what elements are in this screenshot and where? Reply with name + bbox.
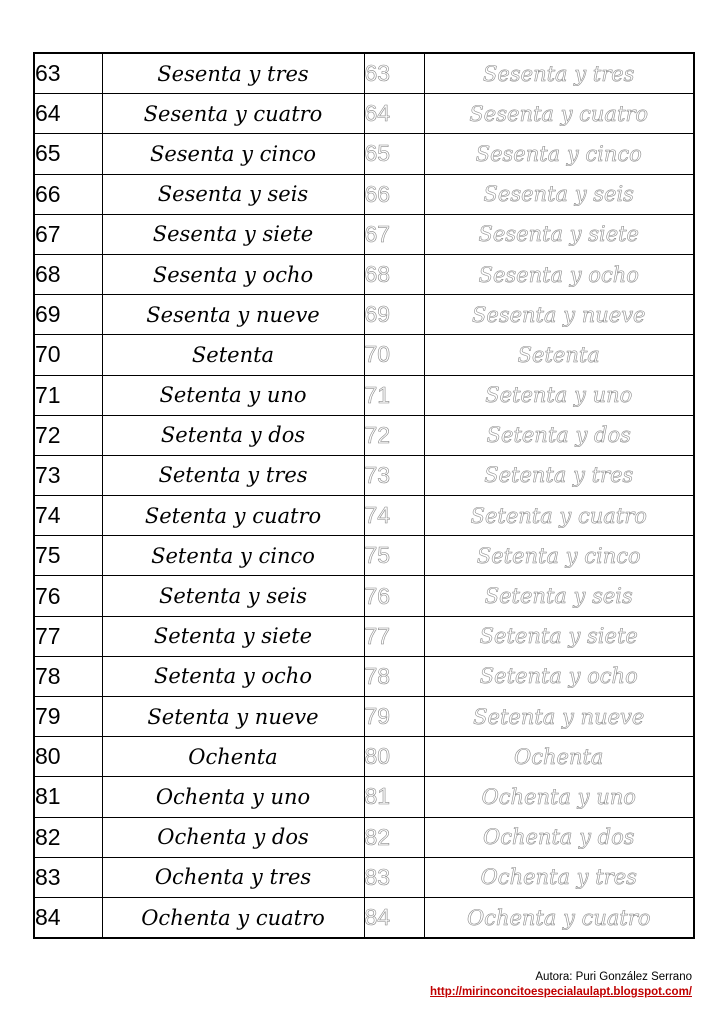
trace-number-cell: 63 [364,53,424,94]
author-credit: Autora: Puri González Serrano [535,971,692,983]
trace-word-cell: Sesenta y ocho [424,254,694,294]
trace-number-cell: 73 [364,455,424,495]
trace-number-cell: 65 [364,134,424,174]
trace-word-cell: Sesenta y siete [424,214,694,254]
trace-number-cell: 64 [364,94,424,134]
trace-word-cell: Sesenta y tres [424,53,694,94]
number-cell: 71 [34,375,102,415]
word-cell: Setenta y seis [102,576,364,616]
number-cell: 74 [34,496,102,536]
trace-word-cell: Setenta y nueve [424,697,694,737]
trace-number-cell: 66 [364,174,424,214]
table-row [34,134,694,174]
word-cell: Ochenta y cuatro [102,897,364,938]
trace-word-cell: Setenta y tres [424,455,694,495]
trace-word-cell: Setenta y siete [424,616,694,656]
trace-word-cell: Ochenta y dos [424,817,694,857]
table-row [34,455,694,495]
trace-number-cell: 81 [364,777,424,817]
number-cell: 78 [34,656,102,696]
word-cell: Setenta y cinco [102,536,364,576]
word-cell: Ochenta y tres [102,857,364,897]
trace-word-cell: Setenta y dos [424,415,694,455]
number-cell: 66 [34,174,102,214]
table-row [34,857,694,897]
table-row [34,174,694,214]
number-cell: 72 [34,415,102,455]
word-cell: Sesenta y cinco [102,134,364,174]
number-cell: 69 [34,295,102,335]
trace-word-cell: Setenta [424,335,694,375]
word-cell: Ochenta [102,737,364,777]
trace-word-cell: Setenta y cuatro [424,496,694,536]
blog-link[interactable]: http://mirinconcitoespecialaulapt.blogspot.com/ [430,986,692,998]
trace-word-cell: Setenta y uno [424,375,694,415]
trace-word-cell: Setenta y cinco [424,536,694,576]
table-row [34,214,694,254]
trace-word-cell: Sesenta y seis [424,174,694,214]
number-cell: 67 [34,214,102,254]
word-cell: Sesenta y nueve [102,295,364,335]
trace-number-cell: 83 [364,857,424,897]
table-body [34,53,694,938]
trace-number-cell: 71 [364,375,424,415]
number-cell: 84 [34,897,102,938]
word-cell: Sesenta y seis [102,174,364,214]
table-row [34,817,694,857]
trace-number-cell: 76 [364,576,424,616]
number-words-table [33,52,695,939]
number-cell: 79 [34,697,102,737]
trace-number-cell: 68 [364,254,424,294]
table-row [34,697,694,737]
number-cell: 82 [34,817,102,857]
table-row [34,496,694,536]
trace-word-cell: Sesenta y cuatro [424,94,694,134]
word-cell: Setenta y dos [102,415,364,455]
word-cell: Sesenta y siete [102,214,364,254]
table-row [34,897,694,938]
word-cell: Ochenta y uno [102,777,364,817]
table-row [34,777,694,817]
trace-word-cell: Sesenta y cinco [424,134,694,174]
trace-number-cell: 67 [364,214,424,254]
trace-word-cell: Ochenta y cuatro [424,897,694,938]
table-row [34,536,694,576]
word-cell: Sesenta y cuatro [102,94,364,134]
trace-number-cell: 82 [364,817,424,857]
trace-number-cell: 78 [364,656,424,696]
number-cell: 77 [34,616,102,656]
table-row [34,415,694,455]
trace-number-cell: 80 [364,737,424,777]
trace-word-cell: Sesenta y nueve [424,295,694,335]
word-cell: Setenta y ocho [102,656,364,696]
word-cell: Setenta y siete [102,616,364,656]
table-row [34,616,694,656]
trace-word-cell: Ochenta y uno [424,777,694,817]
table-row [34,254,694,294]
number-cell: 63 [34,53,102,94]
number-cell: 80 [34,737,102,777]
trace-number-cell: 84 [364,897,424,938]
trace-number-cell: 77 [364,616,424,656]
word-cell: Setenta [102,335,364,375]
word-cell: Setenta y cuatro [102,496,364,536]
number-cell: 73 [34,455,102,495]
word-cell: Sesenta y tres [102,53,364,94]
word-cell: Ochenta y dos [102,817,364,857]
number-cell: 83 [34,857,102,897]
word-cell: Setenta y uno [102,375,364,415]
word-cell: Sesenta y ocho [102,254,364,294]
trace-number-cell: 75 [364,536,424,576]
trace-number-cell: 79 [364,697,424,737]
trace-word-cell: Ochenta y tres [424,857,694,897]
table-row [34,656,694,696]
trace-number-cell: 69 [364,295,424,335]
number-cell: 76 [34,576,102,616]
word-cell: Setenta y tres [102,455,364,495]
trace-number-cell: 70 [364,335,424,375]
number-cell: 64 [34,94,102,134]
trace-word-cell: Ochenta [424,737,694,777]
table-row [34,94,694,134]
number-cell: 70 [34,335,102,375]
trace-word-cell: Setenta y ocho [424,656,694,696]
trace-number-cell: 72 [364,415,424,455]
number-cell: 65 [34,134,102,174]
table-row [34,335,694,375]
table-row [34,737,694,777]
table-row [34,295,694,335]
trace-number-cell: 74 [364,496,424,536]
word-cell: Setenta y nueve [102,697,364,737]
table-row [34,375,694,415]
table-row [34,53,694,94]
number-cell: 81 [34,777,102,817]
number-cell: 75 [34,536,102,576]
trace-word-cell: Setenta y seis [424,576,694,616]
footer [430,970,692,1000]
number-cell: 68 [34,254,102,294]
table-row [34,576,694,616]
